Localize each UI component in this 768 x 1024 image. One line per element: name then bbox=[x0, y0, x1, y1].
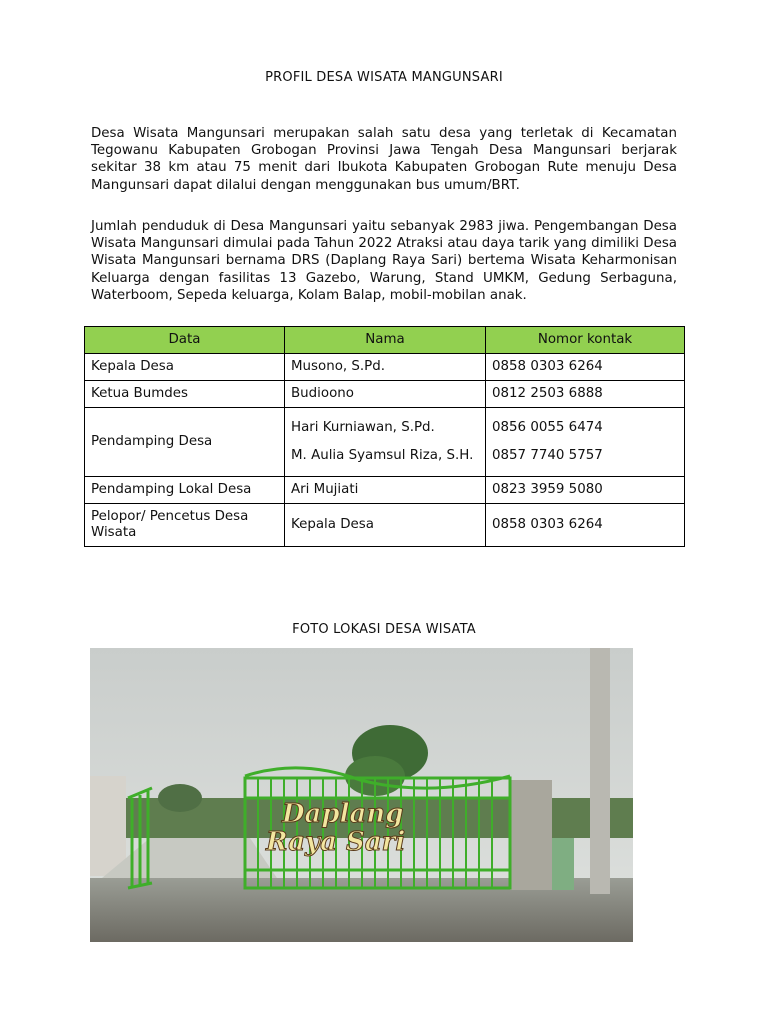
left-gate bbox=[128, 788, 152, 888]
cell-kontak-multi bbox=[486, 408, 685, 477]
cell-kontak-line: 0857 7740 5757 bbox=[492, 448, 603, 463]
population-paragraph: Jumlah penduduk di Desa Mangunsari yaitu sebanyak 2983 jiwa. Pengembangan Desa Wisata Mangunsari dimulai pada Tahun 2022 Atraksi atau daya tarik yang dimiliki Desa Wisata Mangunsari bernama DRS (Daplang Raya Sari) bertema Wisata Keharmonisan Keluarga dengan fasilitas 13 Gazebo, Warung, Stand UMKM, Gedung Serbaguna, Waterboom, Sepeda keluarga, Kolam Balap, mobil-mobilan anak. bbox=[91, 219, 677, 303]
gate-sign-line1: Daplang bbox=[282, 799, 404, 829]
cell-nama-multi bbox=[285, 408, 486, 477]
cell-kontak: 0812 2503 6888 bbox=[486, 381, 685, 408]
cell-nama: Budioono bbox=[285, 381, 486, 408]
cell-nama-line: Hari Kurniawan, S.Pd. bbox=[291, 420, 435, 435]
page-title: PROFIL DESA WISATA MANGUNSARI bbox=[265, 70, 503, 85]
cell-data: Pendamping Lokal Desa bbox=[85, 477, 285, 504]
green-box bbox=[552, 838, 574, 890]
cell-kontak-line: 0856 0055 6474 bbox=[492, 420, 603, 435]
table-row bbox=[85, 354, 685, 381]
table-row bbox=[85, 381, 685, 408]
intro-paragraph: Desa Wisata Mangunsari merupakan salah satu desa yang terletak di Kecamatan Tegowanu Kabupaten Grobogan Provinsi Jawa Tengah Desa Mangunsari berjarak sekitar 38 km atau 75 menit dari Ibukota Kabupaten Grobogan Rute menuju Desa Mangunsari dapat dilalui dengan menggunakan bus umum/BRT. bbox=[91, 126, 677, 193]
table-row bbox=[85, 408, 685, 477]
photo-heading: FOTO LOKASI DESA WISATA bbox=[292, 622, 476, 637]
cell-nama: Ari Mujiati bbox=[285, 477, 486, 504]
column-header-nama: Nama bbox=[285, 327, 486, 354]
contact-table bbox=[84, 326, 685, 547]
utility-pole bbox=[590, 648, 610, 894]
cell-data: Kepala Desa bbox=[85, 354, 285, 381]
left-pillar bbox=[90, 776, 126, 876]
cell-kontak: 0858 0303 6264 bbox=[486, 504, 685, 547]
table-row bbox=[85, 477, 685, 504]
cell-kontak: 0858 0303 6264 bbox=[486, 354, 685, 381]
cell-data: Pelopor/ Pencetus Desa Wisata bbox=[85, 504, 285, 547]
tree bbox=[158, 784, 202, 812]
right-wall bbox=[510, 780, 552, 890]
location-photo bbox=[90, 648, 633, 942]
column-header-kontak: Nomor kontak bbox=[486, 327, 685, 354]
table-header-row bbox=[85, 327, 685, 354]
cell-nama: Musono, S.Pd. bbox=[285, 354, 486, 381]
cell-data: Ketua Bumdes bbox=[85, 381, 285, 408]
column-header-data: Data bbox=[85, 327, 285, 354]
cell-nama-line: M. Aulia Syamsul Riza, S.H. bbox=[291, 448, 474, 463]
cell-kontak: 0823 3959 5080 bbox=[486, 477, 685, 504]
gate-sign-line2: Raya Sari bbox=[266, 827, 406, 857]
table-row bbox=[85, 504, 685, 547]
gate-photo-illustration bbox=[90, 648, 633, 942]
cell-nama: Kepala Desa bbox=[285, 504, 486, 547]
cell-data: Pendamping Desa bbox=[85, 408, 285, 477]
